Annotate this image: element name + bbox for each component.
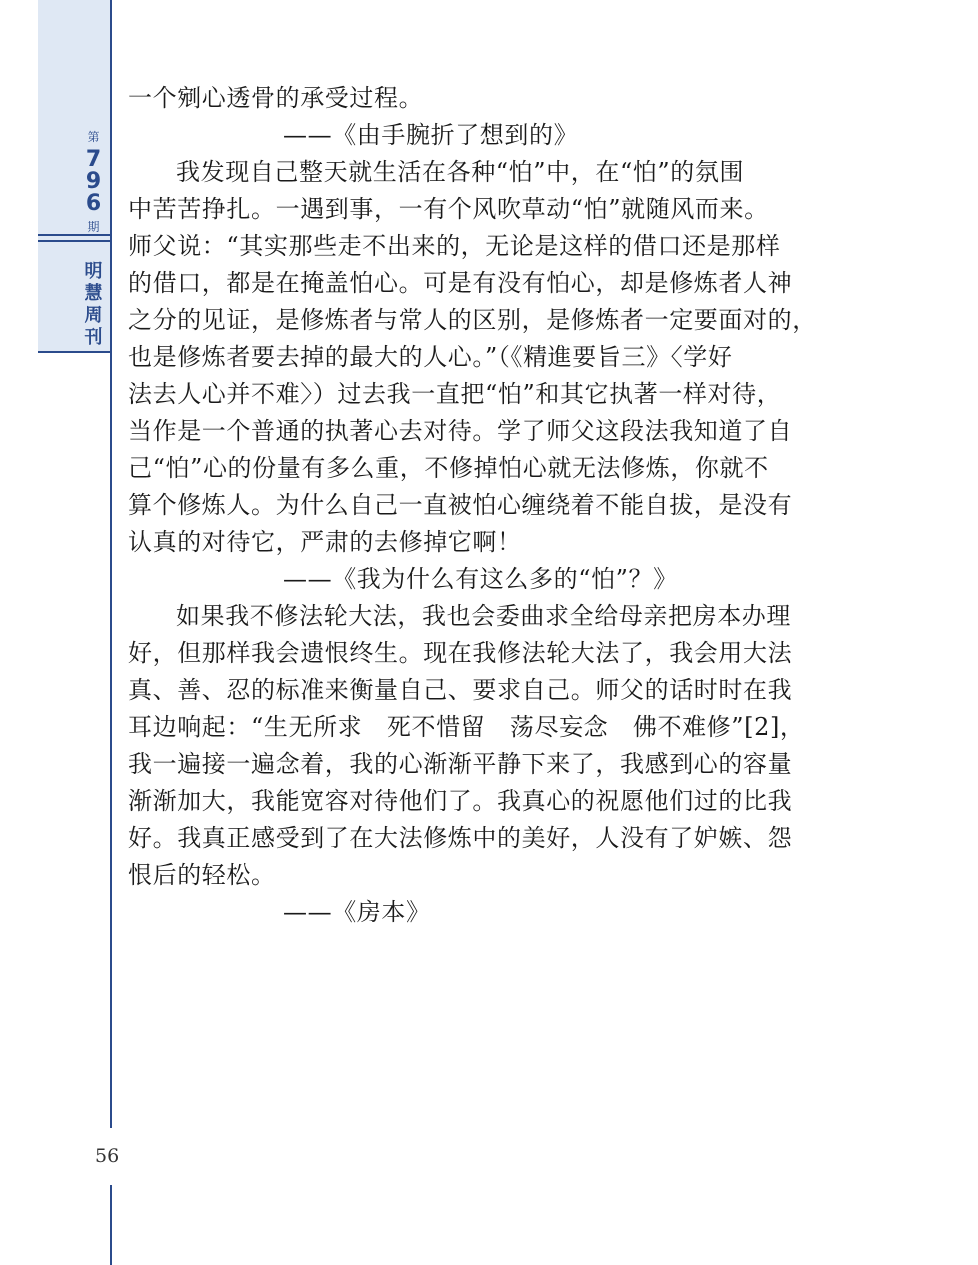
- magazine-title-char: 刊: [84, 327, 103, 348]
- text-line: 己“怕”心的份量有多么重，不修掉怕心就无法修炼，你就不: [128, 454, 769, 482]
- source-citation: ——《房本》: [283, 898, 431, 926]
- text-line: 法去人心并不难〉）过去我一直把“怕”和其它执著一样对待，: [128, 380, 782, 408]
- issue-digit: 6: [85, 191, 102, 216]
- text-line: 当作是一个普通的执著心去对待。学了师父这段法我知道了自: [128, 417, 793, 445]
- issue-digit: 7: [85, 147, 102, 172]
- text-line: 好。我真正感受到了在大法修炼中的美好，人没有了妒嫉、怨: [128, 824, 793, 852]
- source-citation: ——《我为什么有这么多的“怕”？》: [283, 565, 678, 593]
- text-line: 算个修炼人。为什么自己一直被怕心缠绕着不能自拔，是没有: [128, 491, 793, 519]
- text-line: 真、善、忍的标准来衡量自己、要求自己。师父的话时时在我: [128, 676, 793, 704]
- text-line: 我发现自己整天就生活在各种“怕”中，在“怕”的氛围: [176, 158, 745, 186]
- text-line: 师父说：“其实那些走不出来的，无论是这样的借口还是那样: [128, 232, 781, 260]
- text-line: 之分的见证，是修炼者与常人的区别，是修炼者一定要面对的，: [128, 306, 817, 334]
- magazine-title-char: 周: [84, 305, 103, 326]
- text-line: 我一遍接一遍念着，我的心渐渐平静下来了，我感到心的容量: [128, 750, 793, 778]
- tab-divider-2: [38, 240, 111, 242]
- source-citation: ——《由手腕折了想到的》: [283, 121, 579, 149]
- text-line: 认真的对待它，严肃的去修掉它啊！: [128, 528, 522, 556]
- text-line: 好，但那样我会遗恨终生。现在我修法轮大法了，我会用大法: [128, 639, 793, 667]
- text-line: 一个剜心透骨的承受过程。: [128, 84, 424, 112]
- text-line: 渐渐加大，我能宽容对待他们了。我真心的祝愿他们过的比我: [128, 787, 793, 815]
- text-line: 中苦苦挣扎。一遇到事，一有个风吹草动“怕”就随风而来。: [128, 195, 769, 223]
- text-line: 耳边响起：“生无所求 死不惜留 荡尽妄念 佛不难修”[2]，: [128, 713, 805, 741]
- issue-digit: 9: [85, 169, 102, 194]
- text-line: 的借口，都是在掩盖怕心。可是有没有怕心，却是修炼者人神: [128, 269, 793, 297]
- article-body: [128, 80, 853, 931]
- issue-prefix: 第: [87, 130, 100, 144]
- text-line: 也是修炼者要去掉的最大的人心。”（《精進要旨三》〈学好: [128, 343, 733, 371]
- magazine-title-char: 慧: [84, 283, 103, 304]
- page-number: 56: [95, 1145, 120, 1167]
- text-line: 恨后的轻松。: [128, 861, 276, 889]
- margin-rule-bottom: [110, 1185, 112, 1265]
- text-line: 如果我不修法轮大法，我也会委曲求全给母亲把房本办理: [176, 602, 791, 630]
- tab-bottom-rule: [38, 351, 111, 353]
- issue-suffix: 期: [87, 220, 100, 234]
- magazine-title-char: 明: [84, 261, 103, 282]
